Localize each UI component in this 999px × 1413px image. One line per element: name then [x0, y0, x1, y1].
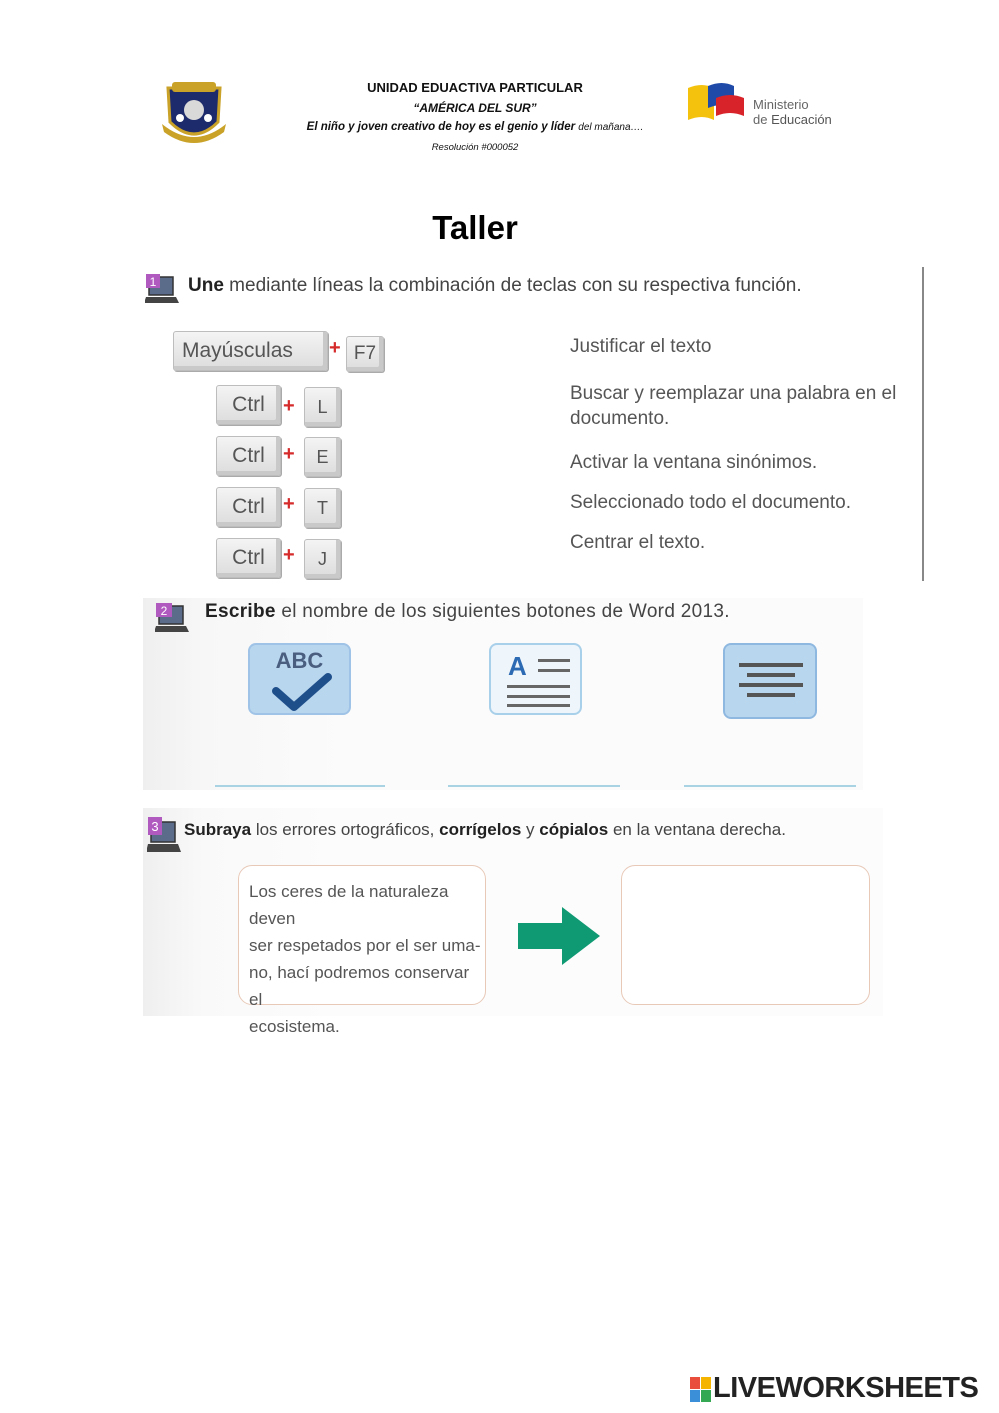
exercise-2-verb: Escribe [205, 601, 276, 622]
liveworksheets-text: LIVEWORKSHEETS [713, 1372, 979, 1404]
arrow-right-icon [518, 907, 600, 970]
function-item[interactable]: Activar la ventana sinónimos. [570, 452, 818, 473]
answer-text-box[interactable] [621, 865, 870, 1005]
exercise-1-instruction: Une mediante líneas la combinación de teclas con su respectiva función. [188, 275, 802, 296]
key-l: L [304, 387, 341, 427]
laptop-icon [155, 602, 189, 636]
school-name: UNIDAD EDUACTIVA PARTICULAR [367, 80, 583, 95]
plus-sign: + [283, 493, 295, 515]
key-t: T [304, 488, 341, 528]
source-text-box [238, 865, 486, 1036]
key-ctrl: Ctrl [216, 487, 281, 527]
school-motto [240, 121, 710, 133]
ministry-line1: Ministerio [753, 97, 809, 112]
ministry-name [753, 97, 832, 127]
school-subtitle: “AMÉRICA DEL SUR” [413, 101, 537, 115]
plus-sign: + [329, 337, 341, 359]
function-item[interactable]: Seleccionado todo el documento. [570, 492, 851, 513]
liveworksheets-mark-icon [690, 1377, 711, 1402]
exercise-3-section [143, 808, 883, 1036]
exercise-3-number: 3 [151, 819, 159, 834]
exercise-2-instruction: Escribe el nombre de los siguientes botones de Word 2013. [205, 601, 730, 622]
laptop-icon [145, 273, 179, 307]
answer-line[interactable] [448, 785, 620, 787]
key-j: J [304, 539, 341, 579]
spelling-grammar-icon[interactable]: ABC [248, 643, 351, 715]
exercise-2-number: 2 [160, 604, 168, 618]
paragraph-line[interactable]: Los ceres de la naturaleza deven [249, 882, 449, 928]
key-e: E [304, 437, 341, 477]
plus-sign: + [283, 443, 295, 465]
key-ctrl: Ctrl [216, 385, 281, 425]
exercise-2-section [143, 598, 863, 790]
function-item[interactable]: Buscar y reemplazar una palabra en el documento. [570, 383, 897, 429]
key-mayusculas: Mayúsculas [173, 331, 328, 371]
ministry-flag-logo [686, 82, 748, 124]
function-item[interactable]: Justificar el texto [570, 336, 712, 357]
exercise-1-section [143, 267, 924, 581]
answer-line[interactable] [215, 785, 385, 787]
school-crest-logo [158, 80, 230, 150]
function-item[interactable]: Centrar el texto. [570, 532, 706, 553]
answer-line[interactable] [684, 785, 856, 787]
style-text-icon[interactable]: A [489, 643, 582, 715]
paragraph-line[interactable]: ser respetados por el ser uma- [249, 936, 481, 955]
key-ctrl: Ctrl [216, 538, 281, 578]
plus-sign: + [283, 395, 295, 417]
resolution-number: Resolución #000052 [431, 142, 519, 153]
paragraph-line[interactable]: no, hací podremos conservar el [249, 963, 470, 1009]
key-f7: F7 [346, 336, 384, 372]
exercise-1-number: 1 [149, 275, 157, 289]
paragraph-line[interactable]: ecosistema. [249, 1017, 340, 1036]
motto-main: El niño y joven creativo de hoy es el genio y líder [306, 121, 576, 133]
exercise-1-verb: Une [188, 275, 224, 296]
ministry-line2: de Educación [753, 112, 832, 127]
key-ctrl: Ctrl [216, 436, 281, 476]
motto-tail: del mañana…. [578, 122, 644, 133]
exercise-3-instruction: Subraya los errores ortográficos, corrígelos y cópialos en la ventana derecha. [184, 820, 786, 839]
laptop-icon [147, 816, 181, 850]
liveworksheets-logo [690, 1372, 978, 1405]
center-align-icon[interactable] [723, 643, 817, 719]
plus-sign: + [283, 544, 295, 566]
page-title: Taller [432, 209, 518, 246]
